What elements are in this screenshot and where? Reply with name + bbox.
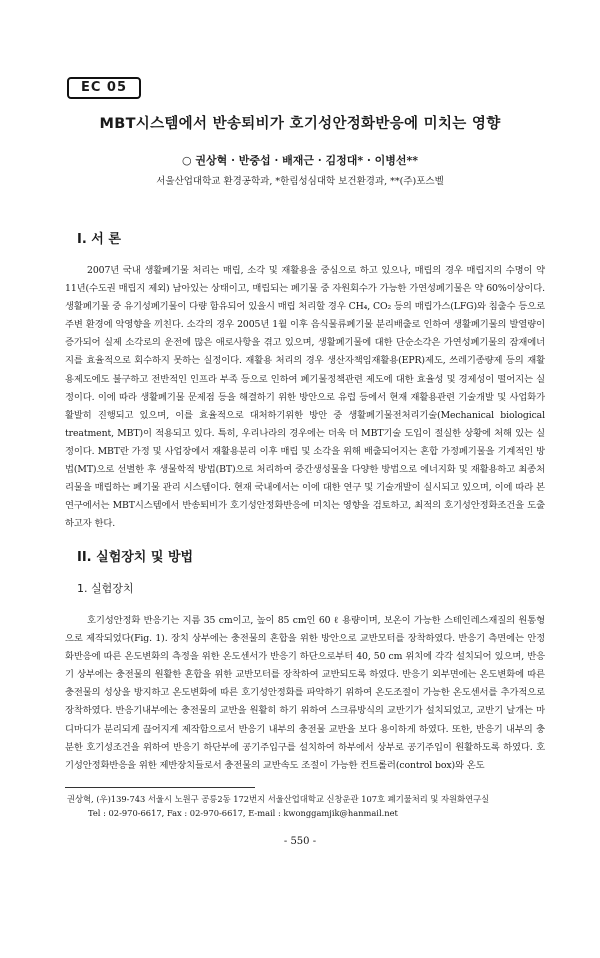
apparatus-subheading: 1. 실험장치	[77, 582, 134, 595]
footnote-address: 권상혁, (우)139-743 서울시 노원구 공릉2동 172번지 서울산업대학교 신창운관 107호 폐기물처리 및 자원화연구실	[67, 794, 490, 804]
author-list: ○ 권상혁 · 반중섭 · 배재근 · 김정대* · 이병선**	[181, 154, 419, 167]
methods-heading: II. 실험장치 및 방법	[77, 550, 194, 565]
methods-paragraph: 호기성안정화 반응기는 지름 35 cm이고, 높이 85 cm인 60 ℓ 용량이며, 보온이 가능한 스테인레스재질의 원통형으로 제작되었다(Fig. 1). 장치 상부에는 충전물의 혼합을 위한 방안으로 교반모터를 장착하였다. 반응기 측면에는 안정화반응에 따른 온도변화의 측정을 위한 온도센서가 반응기 하단으로부터 40, 50 cm 위치에 각각 설치되어 있으며, 반응기 상부에는 충전물의 원활한 혼합을 위한 교반모터를 장착하여 교반되도록 하였다. 반응기 외부면에는 온도변화에 따른 충전물의 성상을 방지하고 온도변화에 따른 호기성안정화를 파악하기 위하여 온도조절이 가능한 온도센서를 추가적으로 장착하였다. 반응기내부에는 충전물의 교반을 원활히 하기 위하여 스크류방식의 교반기가 설치되었고, 교반기 날개는 마디마디가 분리되게 끊어지게 제작함으로서 반응기 내부의 충전물 교반을 보다 용이하게 하였다. 또한, 반응기 내부의 충분한 호기성조건을 위하여 반응기 하단부에 공기주입구를 설치하여 하부에서 상부로 공기주입이 원활하도록 하였다. 호기성안정화반응을 위한 제반장치들로서 충전물의 교반속도 조절이 가능한 컨트롤러(control box)와 온도	[65, 615, 545, 771]
footnote-contact: Tel : 02-970-6617, Fax : 02-970-6617, E-mail : kwonggamjik@hanmail.net	[88, 808, 398, 818]
intro-heading: I. 서 론	[77, 232, 121, 247]
page-number: - 550 -	[283, 836, 317, 847]
session-code-badge: EC 05	[67, 77, 141, 99]
paper-title: MBT시스템에서 반송퇴비가 호기성안정화반응에 미치는 영향	[99, 116, 501, 132]
intro-paragraph: 2007년 국내 생활폐기물 처리는 매립, 소각 및 재활용을 중심으로 하고 있으나, 매립의 경우 매립지의 수명이 약 11년(수도권 매립지 제외) 남아있는 상태이고, 매립되는 폐기물 중 자원회수가 가능한 가연성폐기물은 약 60%이상이다. 생활폐기물 중 유기성폐기물이 다량 함유되어 있을시 매립 처리할 경우 CH₄, CO₂ 등의 매립가스(LFG)와 침출수 등으로 주변 환경에 악영향을 끼친다. 소각의 경우 2005년 1월 이후 음식물류폐기물 분리배출로 인하여 생활폐기물의 발열량이 증가되어 실제 소각로의 운전에 많은 애로사항을 겪고 있으며, 생활폐기물에 대한 단순소각은 가연성폐기물의 잠재에너지를 효율적으로 회수하지 못하는 실정이다. 재활용 처리의 경우 생산자책임재활용(EPR)제도, 쓰레기종량제 등의 재활용제도에도 불구하고 전반적인 인프라 부족 등으로 인하여 폐기물정책관련 제도에 대한 효율성 및 경제성이 떨어지는 실정이다. 이에 따라 생활폐기물 문제점 등을 해결하기 위한 방안으로 유럽 등에서 현재 재활용관련 기술개발 및 사업화가 활발히 진행되고 있으며, 이를 효율적으로 대처하기위한 방안 중 생활폐기물전처리기술(Mechanical biological treatment, MBT)이 적용되고 있다. 특히, 우리나라의 경우에는 더욱 더 MBT기술 도입이 절실한 상황에 처해 있는 실정이다. MBT란 가정 및 사업장에서 재활용분리 이후 매립 및 소각을 위해 배출되어지는 혼합 가정폐기물을 기계적인 방법(MT)으로 선별한 후 생물학적 방법(BT)으로 처리하여 중간생성물을 다양한 방법으로 에너지화 및 재활용하고 최종처리물을 매립하는 폐기물 관리 시스템이다. 현재 국내에서는 이에 대한 연구 및 기술개발이 실시되고 있으며, 이에 따라 본 연구에서는 MBT시스템에서 반송퇴비가 호기성안정화반응에 미치는 영향을 검토하고, 최적의 호기성안정화조건을 도출하고자 한다.	[65, 265, 545, 530]
footnote-rule	[65, 787, 255, 788]
affiliation-line: 서울산업대학교 환경공학과, *한림성심대학 보건환경과, **(주)포스벨	[156, 176, 444, 187]
